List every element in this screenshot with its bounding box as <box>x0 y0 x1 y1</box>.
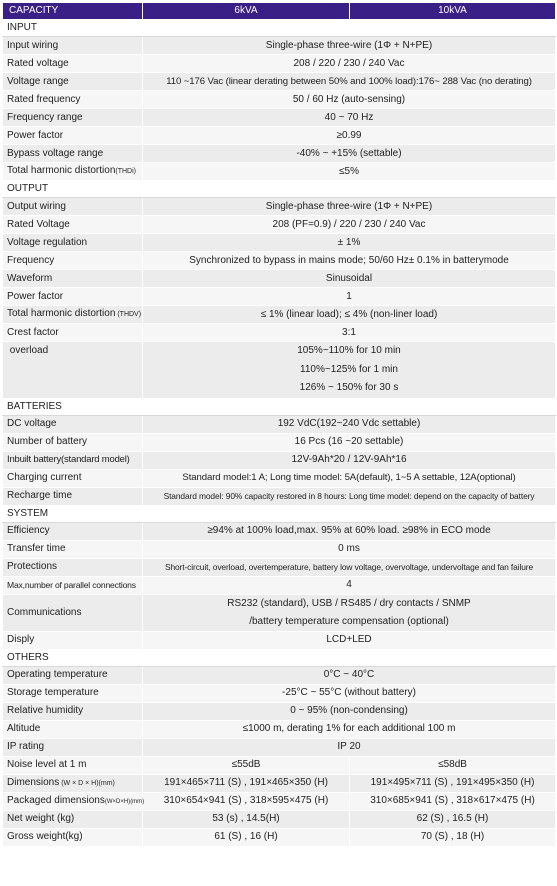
label-text: Dimensions <box>7 776 60 788</box>
table-row <box>3 720 556 738</box>
row-label: Output wiring <box>3 198 143 216</box>
table-row <box>3 252 556 270</box>
row-label: Inbuilt battery(standard model) <box>3 451 143 469</box>
table-row <box>3 576 556 594</box>
table-row <box>3 127 556 145</box>
row-label <box>3 306 143 324</box>
row-label: Rated frequency <box>3 91 143 109</box>
section-batteries <box>3 398 556 415</box>
table-row <box>3 145 556 163</box>
table-row <box>3 792 556 810</box>
row-value-10kva: 191×495×711 (S) , 191×495×350 (H) <box>350 774 556 792</box>
row-label: Number of battery <box>3 433 143 451</box>
table-row <box>3 594 556 631</box>
row-value: LCD+LED <box>143 631 556 649</box>
table-row <box>3 91 556 109</box>
row-value: 0 ~ 95% (non-condensing) <box>143 702 556 720</box>
capacity-header: CAPACITY <box>3 3 143 20</box>
row-value: ≥0.99 <box>143 127 556 145</box>
table-row <box>3 487 556 505</box>
row-value: 110 ~176 Vac (linear derating between 50% and 100% load):176~ 288 Vac (no derating) <box>143 73 556 91</box>
row-label: Frequency <box>3 252 143 270</box>
row-value: -25°C ~ 55°C (without battery) <box>143 684 556 702</box>
section-title: OUTPUT <box>3 181 556 198</box>
row-value: Short-circuit, overload, overtemperature, battery low voltage, overvoltage, undervoltage and fan failure <box>143 558 556 576</box>
label-unit: (mm) <box>98 779 115 787</box>
table-row <box>3 666 556 684</box>
row-value: 16 Pcs (16 ~20 settable) <box>143 433 556 451</box>
row-value: Sinusoidal <box>143 270 556 288</box>
section-title: SYSTEM <box>3 505 556 522</box>
row-value-10kva: ≤58dB <box>350 756 556 774</box>
comm-line: /battery temperature compensation (optional) <box>249 615 449 627</box>
spec-table <box>2 2 556 847</box>
row-value: 12V-9Ah*20 / 12V-9Ah*16 <box>143 451 556 469</box>
row-value: ≤5% <box>143 163 556 181</box>
section-input <box>3 20 556 37</box>
row-label: Noise level at 1 m <box>3 756 143 774</box>
table-row <box>3 198 556 216</box>
row-value: Standard model: 90% capacity restored in 8 hours: Long time model: depend on the capacity of battery <box>143 487 556 505</box>
row-label: Rated voltage <box>3 55 143 73</box>
row-value: 40 ~ 70 Hz <box>143 109 556 127</box>
row-value: 192 VdC(192~240 Vdc settable) <box>143 415 556 433</box>
row-label: overload <box>3 342 143 399</box>
table-row <box>3 522 556 540</box>
row-value: 208 (PF=0.9) / 220 / 230 / 240 Vac <box>143 216 556 234</box>
table-row <box>3 774 556 792</box>
table-row <box>3 469 556 487</box>
row-value-10kva: 310×685×941 (S) , 318×617×475 (H) <box>350 792 556 810</box>
table-row <box>3 342 556 399</box>
label-subscript: (THDi) <box>115 168 136 175</box>
table-row <box>3 738 556 756</box>
header-row <box>3 3 556 20</box>
table-row <box>3 540 556 558</box>
row-value: 208 / 220 / 230 / 240 Vac <box>143 55 556 73</box>
row-label: Storage temperature <box>3 684 143 702</box>
row-value: Single-phase three-wire (1Φ + N+PE) <box>143 198 556 216</box>
row-value-10kva: 62 (S) , 16.5 (H) <box>350 810 556 828</box>
table-row <box>3 306 556 324</box>
label-text: Total harmonic distortion <box>7 308 116 319</box>
row-label: Crest factor <box>3 324 143 342</box>
row-label: Voltage range <box>3 73 143 91</box>
table-row <box>3 324 556 342</box>
table-row <box>3 109 556 127</box>
table-row <box>3 415 556 433</box>
row-label: Charging current <box>3 469 143 487</box>
row-value: ≤1000 m, derating 1% for each additional 100 m <box>143 720 556 738</box>
table-row <box>3 631 556 649</box>
row-value: ≤ 1% (linear load); ≤ 4% (non-liner load) <box>143 306 556 324</box>
row-label: Rated Voltage <box>3 216 143 234</box>
row-value: 1 <box>143 288 556 306</box>
row-label: Operating temperature <box>3 666 143 684</box>
label-subscript: (W×D×H) <box>104 798 131 805</box>
row-value-6kva: ≤55dB <box>143 756 350 774</box>
section-title: OTHERS <box>3 649 556 666</box>
label-unit: (mm) <box>130 798 145 805</box>
label-text: Packaged dimensions <box>7 794 105 806</box>
row-label: Waveform <box>3 270 143 288</box>
row-value: Synchronized to bypass in mains mode; 50/60 Hz± 0.1% in batterymode <box>143 252 556 270</box>
section-others <box>3 649 556 666</box>
row-value: Single-phase three-wire (1Φ + N+PE) <box>143 37 556 55</box>
row-label: Gross weight(kg) <box>3 828 143 846</box>
row-label: Relative humidity <box>3 702 143 720</box>
overload-line: 105%~110% for 10 min <box>297 345 401 356</box>
table-row <box>3 684 556 702</box>
row-label: Transfer time <box>3 540 143 558</box>
row-label: Disply <box>3 631 143 649</box>
row-value: 0 ms <box>143 540 556 558</box>
table-row <box>3 234 556 252</box>
table-row <box>3 702 556 720</box>
table-row <box>3 433 556 451</box>
row-value <box>143 594 556 631</box>
overload-line: 126% ~ 150% for 30 s <box>299 382 399 393</box>
table-row <box>3 37 556 55</box>
row-value: Standard model:1 A; Long time model: 5A(default), 1~5 A settable, 12A(optional) <box>143 469 556 487</box>
section-system <box>3 505 556 522</box>
table-row <box>3 558 556 576</box>
capacity-6kva-header: 6kVA <box>143 3 350 20</box>
table-row <box>3 810 556 828</box>
row-label: DC voltage <box>3 415 143 433</box>
section-output <box>3 181 556 198</box>
row-value: 0°C ~ 40°C <box>143 666 556 684</box>
row-value: 4 <box>143 576 556 594</box>
row-value: IP 20 <box>143 738 556 756</box>
table-row <box>3 756 556 774</box>
row-label: Voltage regulation <box>3 234 143 252</box>
row-label: Power factor <box>3 127 143 145</box>
row-value-6kva: 310×654×941 (S) , 318×595×475 (H) <box>143 792 350 810</box>
comm-line: RS232 (standard), USB / RS485 / dry contacts / SNMP <box>227 597 471 609</box>
table-row <box>3 55 556 73</box>
row-value: -40% ~ +15% (settable) <box>143 145 556 163</box>
table-row <box>3 828 556 846</box>
row-label: Frequency range <box>3 109 143 127</box>
row-label: IP rating <box>3 738 143 756</box>
label-text: Total harmonic distortion <box>7 165 116 176</box>
row-label: Altitude <box>3 720 143 738</box>
row-value-6kva: 61 (S) , 16 (H) <box>143 828 350 846</box>
table-row <box>3 73 556 91</box>
table-row <box>3 451 556 469</box>
row-label: Max,number of parallel connections <box>3 576 143 594</box>
table-row <box>3 288 556 306</box>
row-value-6kva: 53 (s) , 14.5(H) <box>143 810 350 828</box>
row-label <box>3 774 143 792</box>
table-row <box>3 270 556 288</box>
section-title: BATTERIES <box>3 398 556 415</box>
label-subscript: (THDV) <box>115 311 142 318</box>
row-label <box>3 163 143 181</box>
capacity-10kva-header: 10kVA <box>350 3 556 20</box>
row-label: Protections <box>3 558 143 576</box>
row-value: 3:1 <box>143 324 556 342</box>
row-value-10kva: 70 (S) , 18 (H) <box>350 828 556 846</box>
row-label: Net weight (kg) <box>3 810 143 828</box>
label-subscript: (W × D × H) <box>59 779 99 787</box>
row-value: 50 / 60 Hz (auto-sensing) <box>143 91 556 109</box>
row-label: Input wiring <box>3 37 143 55</box>
row-label: Recharge time <box>3 487 143 505</box>
row-label: Bypass voltage range <box>3 145 143 163</box>
row-label: Communications <box>3 594 143 631</box>
row-value: ± 1% <box>143 234 556 252</box>
row-value-6kva: 191×465×711 (S) , 191×465×350 (H) <box>143 774 350 792</box>
row-label: Power factor <box>3 288 143 306</box>
row-label: Efficiency <box>3 522 143 540</box>
table-row <box>3 216 556 234</box>
overload-line: 110%~125% for 1 min <box>300 363 398 375</box>
row-value: ≥94% at 100% load,max. 95% at 60% load. ≥98% in ECO mode <box>143 522 556 540</box>
section-title: INPUT <box>3 20 556 37</box>
row-label <box>3 792 143 810</box>
row-value <box>143 342 556 399</box>
table-row <box>3 163 556 181</box>
